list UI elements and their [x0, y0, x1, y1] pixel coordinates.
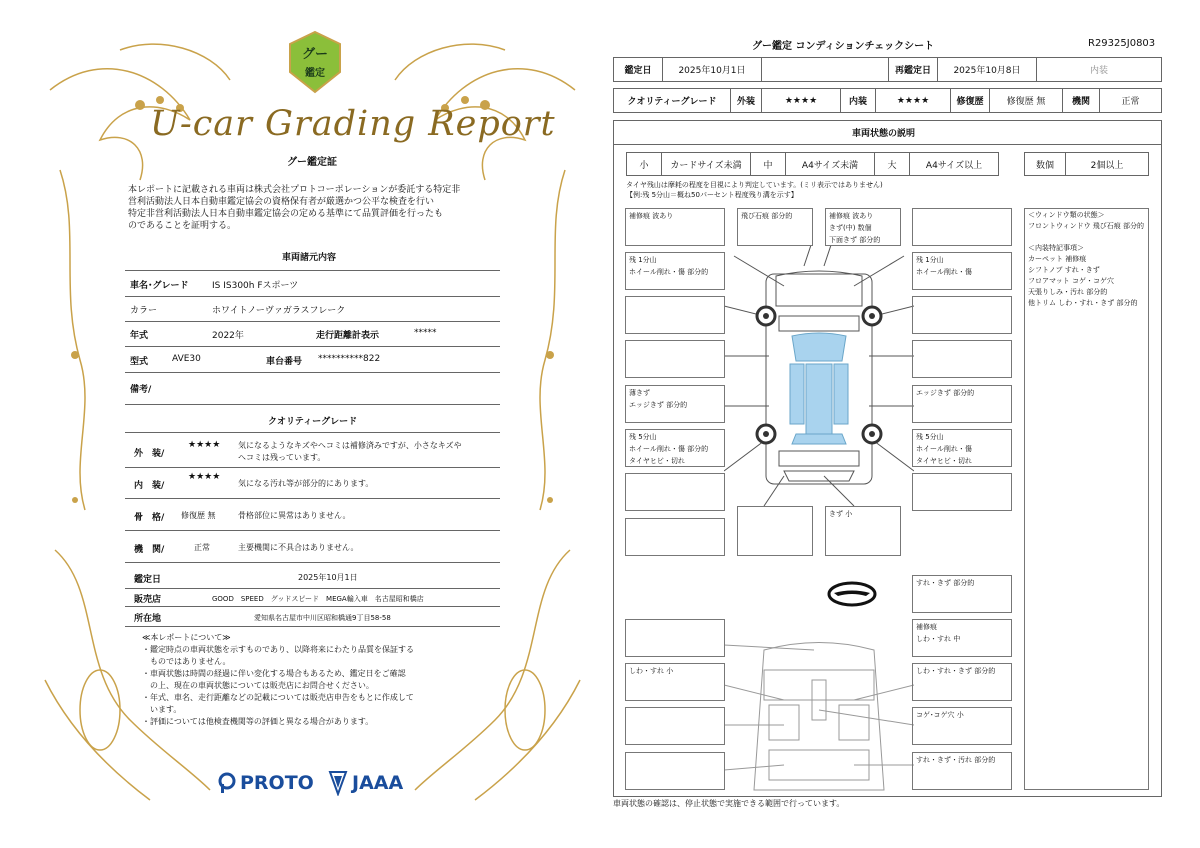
color-value: ホワイトノーヴァガラスフレーク: [212, 306, 346, 316]
about-text: ・鑑定時点の車両状態を示すものであり、以降将来にわたり品質を保証する ものではありません。 ・車両状態は時間の経過に伴い変化する場合もあるため、鑑定日をご確認 の上、現在の車両状態については販売店にお問合せください。 ・年式、車名、走行距離などの記載については販売店申告をもとに作成して います。 ・評価については他検査機関等の評価と異なる場合があります。: [142, 645, 414, 726]
exterior-label: 外 装/: [134, 449, 165, 459]
steering-wheel-icon: [826, 580, 878, 608]
appraisal-date-value: 2025年10月1日: [662, 57, 762, 82]
note-driver-seat: しわ・すれ 小: [625, 663, 725, 701]
type-label: 型式: [130, 357, 149, 367]
exterior-text: 気になるようなキズやヘコミは補修済みですが、小さなキズや ヘコミは残っています。: [238, 441, 462, 462]
legend-medium: 中: [750, 152, 786, 176]
note-right-fender: [912, 296, 1012, 334]
note-rear-right: [912, 473, 1012, 511]
special-notes: ＜ウィンドウ類の状態＞ フロントウィンドウ 飛び石痕 部分的 ＜内装特記事項＞ カーペット 補修痕 シフトノブ すれ・きず フロアマット コゲ・コゲ穴 天張りしみ・汚れ 部分的 他トリム しわ・すれ・きず 部分的: [1024, 208, 1149, 790]
frame-text: 骨格部位に異常はありません。: [238, 511, 351, 520]
frame-label: 骨 格/: [134, 513, 165, 523]
shop-value: GOOD SPEED グッドスピード MEGA輸入車 名古屋昭和橋店: [212, 595, 424, 603]
note-passenger-seat: しわ・すれ・きず 部分的: [912, 663, 1012, 701]
engine-value: 正常: [194, 543, 210, 552]
note-floor-left: [625, 707, 725, 745]
note-rear-bumper: きず 小: [825, 506, 901, 556]
note-rear-seat-left: [625, 752, 725, 790]
shop-label: 販売店: [134, 595, 162, 605]
note-front-bumper: 補修痕 波あり きず(中) 数個 下面きず 部分的: [825, 208, 901, 246]
specs-heading: 車両諸元内容: [282, 253, 337, 263]
note-rear-seat: すれ・きず・汚れ 部分的: [912, 752, 1012, 790]
intro-text: 本レポートに記載される車両は株式会社プロトコーポレーションが委託する特定非 営利活動法人日本自動車鑑定協会の資格保有者が厳選かつ公平な検査を行い 特定非営利活動法人日本自動車鑑定協会の定める基準にて品質評価を行ったも のであることを証明する。: [128, 185, 461, 231]
odo-label: 走行距離計表示: [316, 331, 380, 341]
legend-large-desc: A4サイズ以上: [909, 152, 999, 176]
note-right-door-rear: エッジきず 部分的: [912, 385, 1012, 423]
interior-stars: ★★★★: [188, 472, 221, 482]
interior-stars-r: ★★★★: [875, 88, 951, 113]
model-value: IS IS300h Fスポーツ: [212, 281, 299, 291]
interior-text: 気になる汚れ等が部分的にあります。: [238, 479, 374, 488]
note-floor-mat: コゲ･コゲ穴 小: [912, 707, 1012, 745]
engine-value-r: 正常: [1099, 88, 1162, 113]
quality-grade-label: クオリティーグレード: [613, 88, 731, 113]
note-steering: すれ・きず 部分的: [912, 575, 1012, 613]
reappraisal-date-value: 2025年10月8日: [937, 57, 1037, 82]
note-left-door-rear: 薄きず エッジきず 部分的: [625, 385, 725, 423]
engine-label: 機 関/: [134, 545, 165, 555]
address-value: 愛知県名古屋市中川区昭和橋通9丁目58-58: [254, 614, 391, 622]
car-interior-diagram: [724, 640, 914, 800]
goo-badge-icon: [286, 30, 344, 94]
tire-note: タイヤ残山は摩耗の程度を目視により判定しています。(ミリ表示ではありません): [626, 181, 883, 189]
proto-logo: PROTO: [218, 772, 314, 794]
note-dashboard: [625, 619, 725, 657]
chassis-label: 車台番号: [266, 357, 303, 367]
sheet-id: R29325J0803: [1088, 38, 1156, 49]
note-ceiling: 補修痕 しわ・すれ 中: [912, 619, 1012, 657]
note-front-left: 補修痕 波あり: [625, 208, 725, 246]
appraisal-date-label: 鑑定日: [613, 57, 663, 82]
model-label: 車名･グレード: [130, 281, 189, 291]
sheet-title: グー鑑定 コンディションチェックシート: [752, 41, 935, 52]
note-tire-rear-right: 残 5分山 ホイール削れ・傷 タイヤヒビ・切れ: [912, 429, 1012, 467]
interior-label: 内 装/: [134, 481, 165, 491]
engine-label-r: 機関: [1062, 88, 1100, 113]
interior-label-r: 内装: [840, 88, 876, 113]
notes-label: 備考/: [130, 385, 152, 395]
legend-medium-desc: A4サイズ未満: [785, 152, 875, 176]
section-title: 車両状態の説明: [852, 129, 916, 139]
note-rear-left-2: [625, 518, 725, 556]
legend-count: 数個: [1024, 152, 1066, 176]
date-value: 2025年10月1日: [298, 573, 358, 582]
legend-count-desc: 2個以上: [1065, 152, 1149, 176]
legend-large: 大: [874, 152, 910, 176]
year-value: 2022年: [212, 331, 244, 341]
legend-small: 小: [626, 152, 662, 176]
legend-small-desc: カードサイズ未満: [661, 152, 751, 176]
report-title: U-car Grading Report: [150, 104, 556, 144]
tire-example: 【例:残 5分山＝概ね50パーセント程度残り溝を示す】: [626, 191, 798, 199]
type-value: AVE30: [172, 354, 201, 364]
jaaa-mark-icon: [328, 770, 348, 796]
note-rear-glass: [737, 506, 813, 556]
reappraisal-scope: 内装: [1036, 57, 1162, 82]
reappraisal-date-label: 再鑑定日: [888, 57, 938, 82]
note-front-glass: 飛び石痕 部分的: [737, 208, 813, 246]
svg-text:鑑定: 鑑定: [305, 68, 325, 79]
frame-value: 修復歴 無: [181, 511, 216, 520]
repair-history-value: 修復歴 無: [989, 88, 1063, 113]
address-label: 所在地: [134, 614, 162, 624]
note-front-right-blank: [912, 208, 1012, 246]
note-right-door-front: [912, 340, 1012, 378]
quality-heading: クオリティーグレード: [268, 417, 358, 427]
blank-cell: [761, 57, 889, 82]
date-label: 鑑定日: [134, 575, 162, 585]
note-tire-front-left: 残 1分山 ホイール削れ・傷 部分的: [625, 252, 725, 290]
note-left-fender: [625, 296, 725, 334]
engine-text: 主要機関に不具合はありません。: [238, 543, 359, 552]
jaaa-logo: JAAA: [328, 770, 403, 796]
note-tire-rear-left: 残 5分山 ホイール削れ・傷 部分的 タイヤヒビ・切れ: [625, 429, 725, 467]
footer-note: 車両状態の確認は、停止状態で実施できる範囲で行っています。: [613, 799, 845, 808]
exterior-label-r: 外装: [730, 88, 762, 113]
svg-text:グー: グー: [301, 47, 329, 62]
proto-mark-icon: [218, 772, 236, 794]
year-label: 年式: [130, 331, 149, 341]
car-top-view-diagram: [724, 246, 914, 546]
cert-heading: グー鑑定証: [287, 157, 337, 168]
exterior-stars: ★★★★: [188, 440, 221, 450]
color-label: カラー: [130, 306, 158, 316]
note-rear-left: [625, 473, 725, 511]
note-tire-front-right: 残 1分山 ホイール削れ・傷: [912, 252, 1012, 290]
exterior-stars-r: ★★★★: [761, 88, 841, 113]
note-left-door-front: [625, 340, 725, 378]
repair-history-label: 修復歴: [950, 88, 990, 113]
about-heading: ≪本レポートについて≫: [142, 633, 231, 642]
odo-value: *****: [414, 328, 437, 338]
chassis-value: **********822: [318, 354, 381, 364]
